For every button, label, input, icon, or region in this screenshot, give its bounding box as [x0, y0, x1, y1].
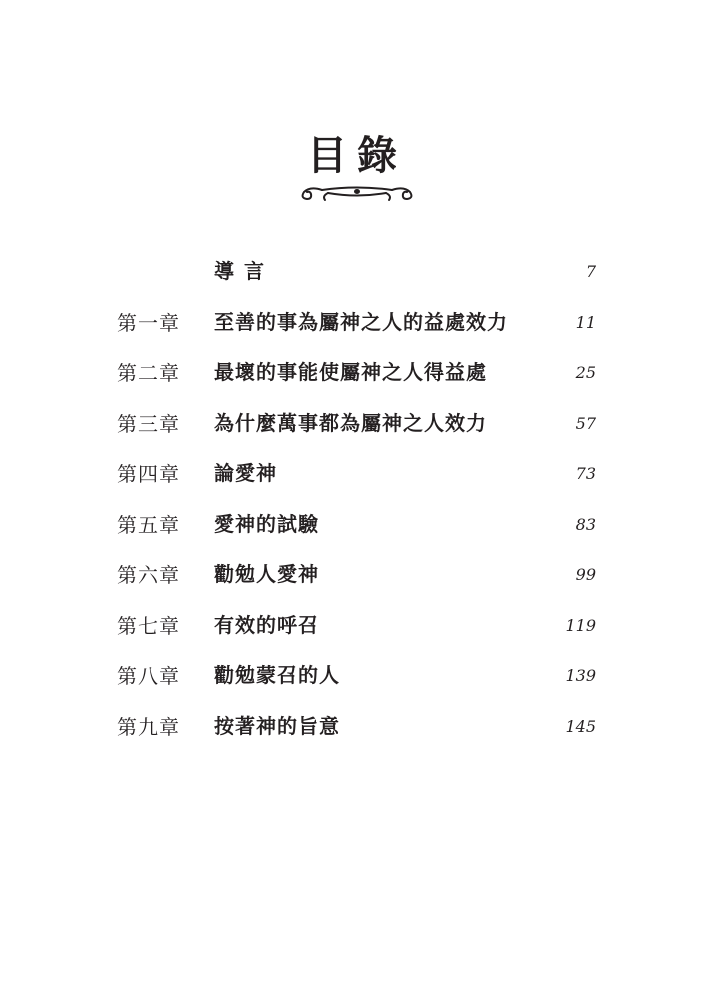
- toc-row-chapter-4[interactable]: [0, 454, 714, 505]
- toc-row-chapter-1[interactable]: [0, 303, 714, 354]
- toc-row-chapter-3[interactable]: [0, 404, 714, 455]
- chapter-number: 第二章: [117, 361, 180, 385]
- page-number: 25: [575, 363, 596, 382]
- page-number: 57: [575, 413, 596, 433]
- page-number: 73: [575, 464, 596, 483]
- chapter-number: 第一章: [117, 310, 180, 335]
- toc-list: [0, 252, 714, 757]
- chapter-title: 論愛神: [214, 461, 277, 485]
- chapter-title: 為什麼萬事都為屬神之人效力: [214, 410, 487, 435]
- page-number: 145: [565, 716, 596, 736]
- chapter-number: 第七章: [117, 613, 180, 638]
- chapter-number: 第八章: [117, 664, 180, 688]
- chapter-number: 第五章: [117, 512, 180, 537]
- chapter-title: 按著神的旨意: [214, 713, 340, 738]
- toc-row-chapter-5[interactable]: [0, 505, 714, 556]
- page-number: 99: [575, 565, 596, 584]
- chapter-title: 愛神的試驗: [214, 511, 319, 536]
- toc-row-intro[interactable]: [0, 252, 714, 303]
- toc-row-chapter-9[interactable]: [0, 707, 714, 758]
- scroll-flourish-icon: [292, 176, 422, 206]
- chapter-number: 第三章: [117, 411, 180, 436]
- page-number: 139: [565, 666, 596, 685]
- chapter-title: 有效的呼召: [214, 612, 319, 637]
- toc-row-chapter-8[interactable]: [0, 656, 714, 707]
- page-title: 目錄: [307, 132, 407, 179]
- page-number: 83: [575, 514, 596, 534]
- chapter-number: 第四章: [117, 462, 180, 486]
- page-number: 11: [575, 312, 596, 332]
- chapter-title: 勸勉蒙召的人: [214, 663, 340, 687]
- toc-row-chapter-7[interactable]: [0, 606, 714, 657]
- toc-row-chapter-2[interactable]: [0, 353, 714, 404]
- page-number: 7: [585, 262, 596, 281]
- chapter-title: 勸勉人愛神: [214, 562, 319, 586]
- toc-row-chapter-6[interactable]: [0, 555, 714, 606]
- page-number: 119: [565, 615, 596, 635]
- chapter-title: 最壞的事能使屬神之人得益處: [214, 360, 487, 384]
- chapter-title: 至善的事為屬神之人的益處效力: [214, 309, 508, 334]
- chapter-number: 第九章: [117, 714, 180, 739]
- chapter-title: 導言: [214, 259, 274, 283]
- chapter-number: 第六章: [117, 563, 180, 587]
